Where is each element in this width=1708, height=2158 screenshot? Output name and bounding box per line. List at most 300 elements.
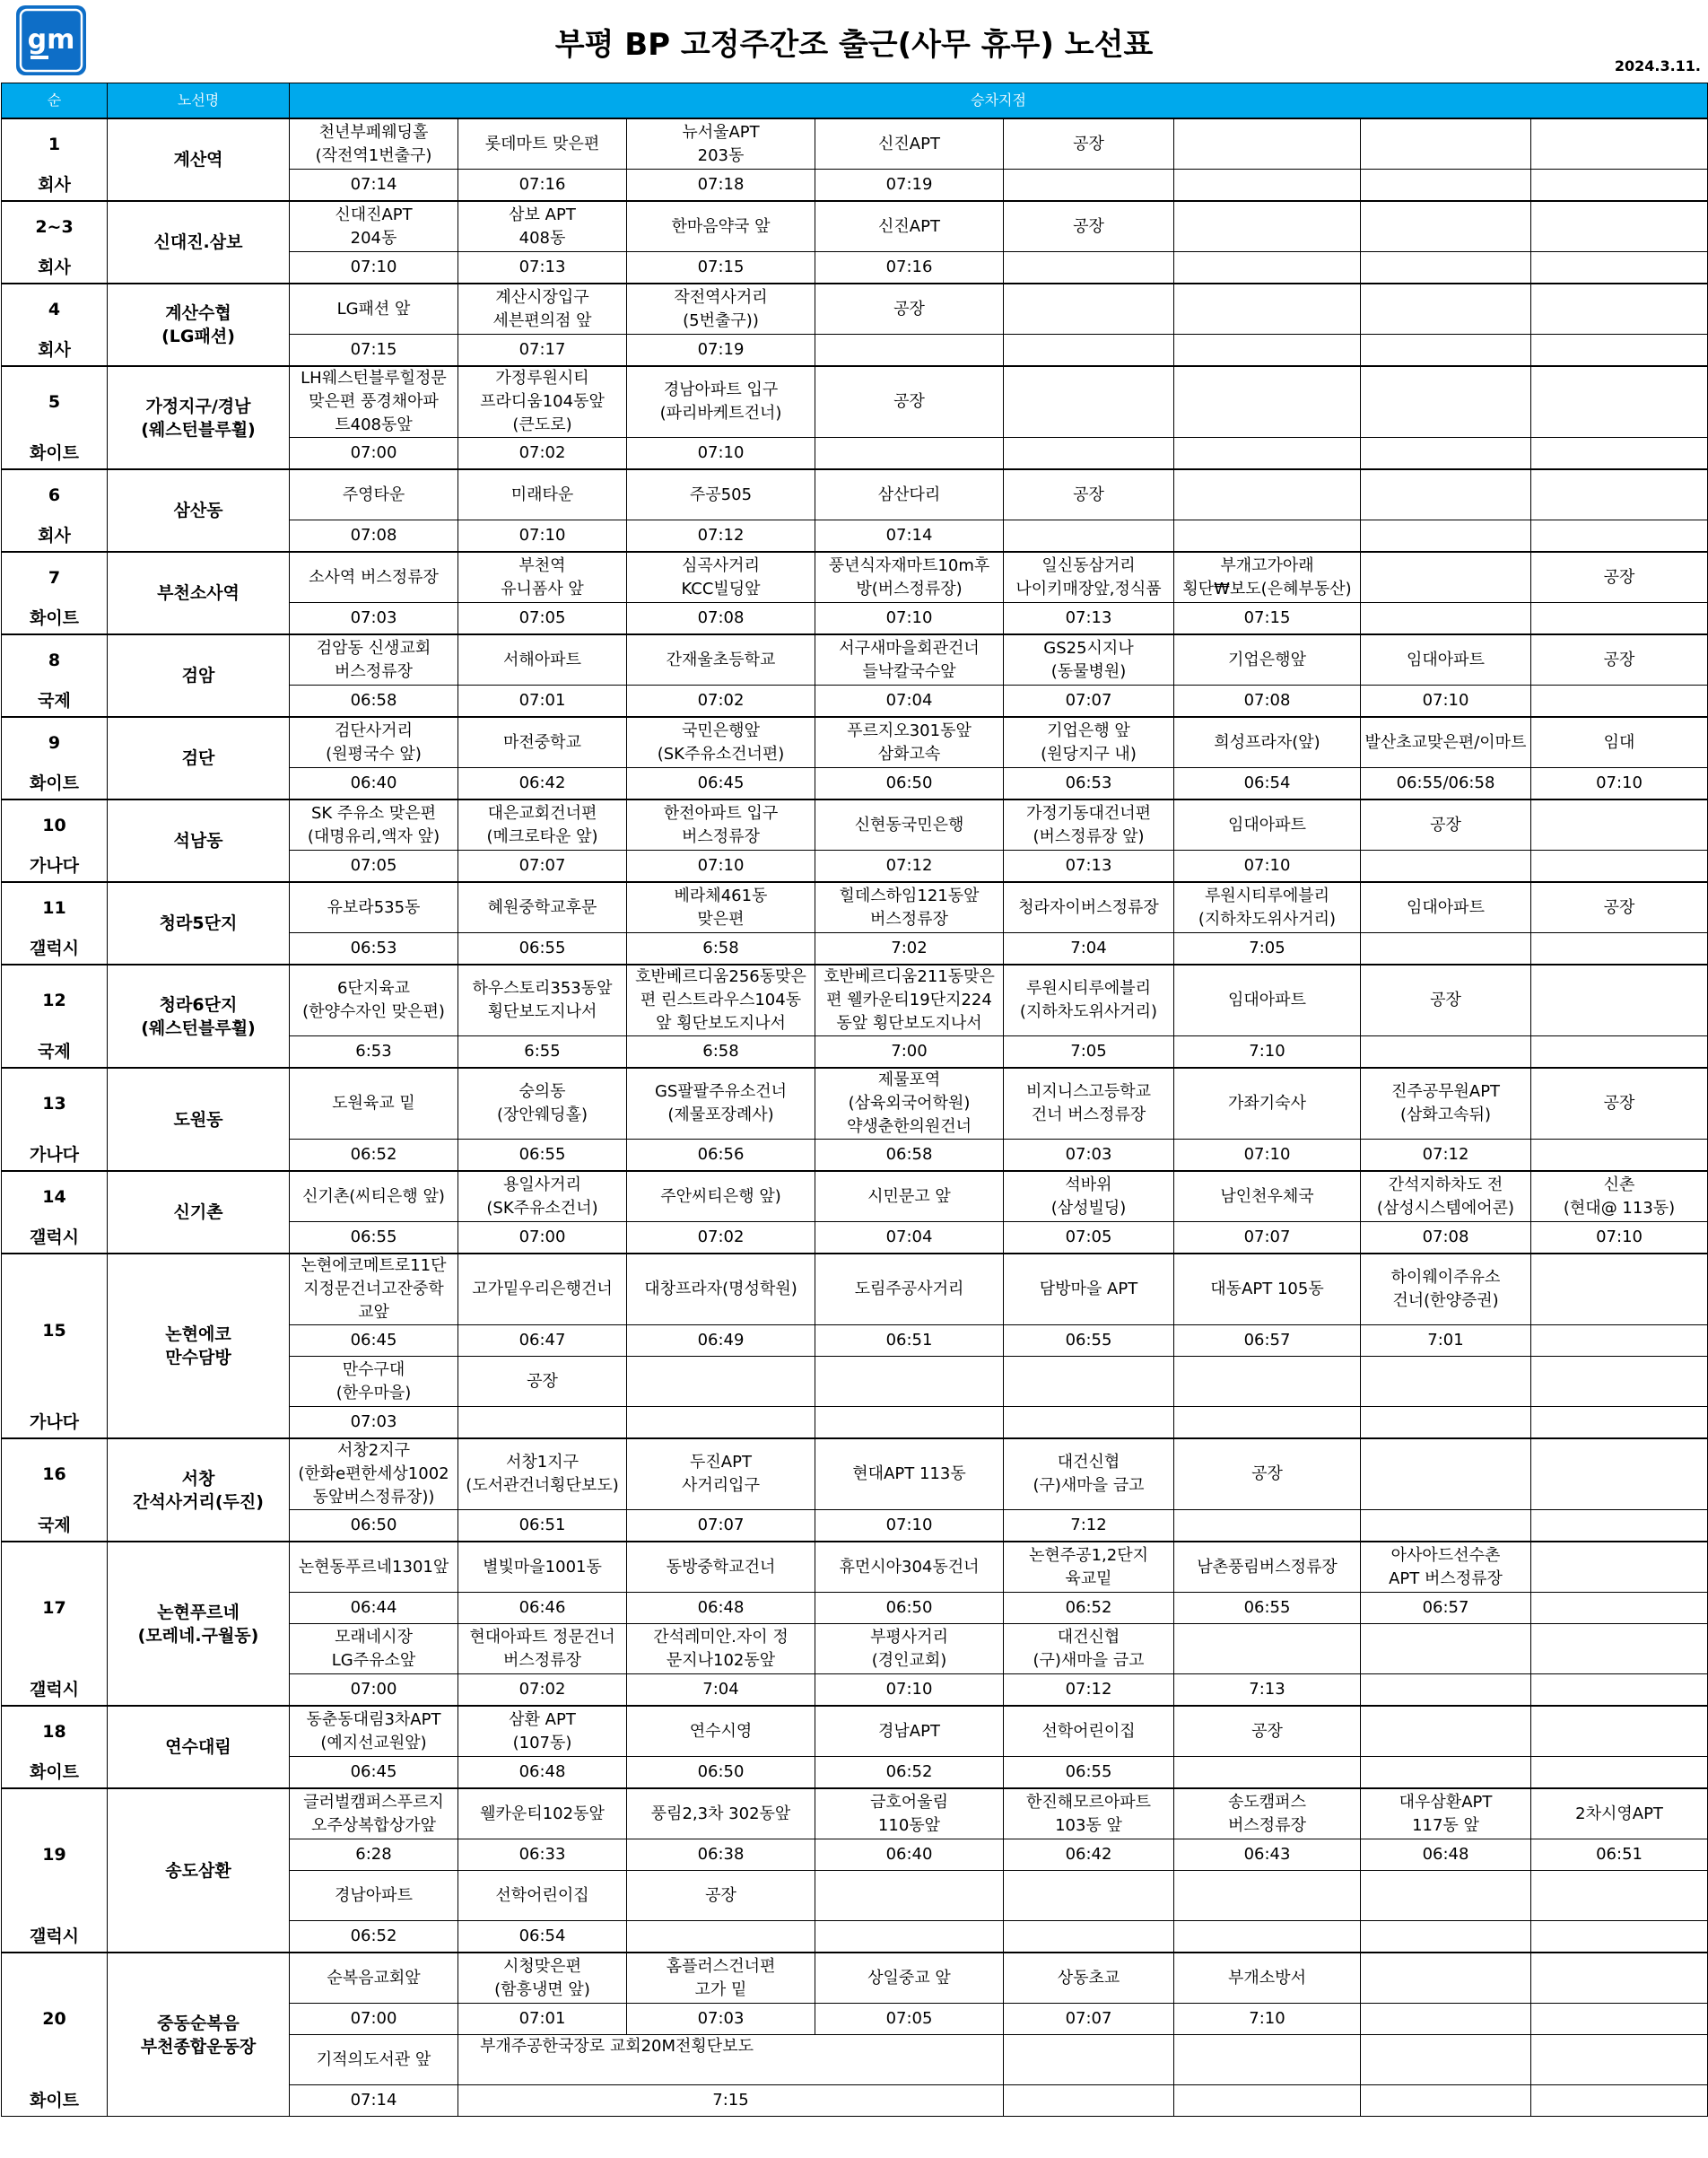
route-name <box>108 634 290 717</box>
stop-cell-text: 한진해모르아파트 103동 앞 <box>1025 1792 1152 1835</box>
stop-cell-text: 연수시영 <box>689 1721 753 1741</box>
time-cell <box>627 1036 815 1069</box>
time-cell-text: 07:19 <box>697 340 745 359</box>
stop-cell <box>1361 118 1531 170</box>
time-cell <box>290 603 458 635</box>
time-cell <box>1361 520 1531 553</box>
stop-cell <box>627 1254 815 1325</box>
time-cell-text: 07:14 <box>350 175 397 194</box>
time-cell <box>458 1036 627 1069</box>
stop-cell <box>1361 965 1531 1036</box>
time-cell <box>1361 933 1531 965</box>
stop-cell <box>458 1624 627 1674</box>
stop-cell-text: 남촌풍림버스정류장 <box>1197 1557 1338 1577</box>
company-name-text: 화이트 <box>29 442 80 463</box>
time-cell-text: 06:53 <box>1065 773 1112 792</box>
time-cell <box>1531 933 1708 965</box>
route-name <box>108 469 290 552</box>
time-cell <box>1174 768 1361 800</box>
stop-cell <box>627 1542 815 1593</box>
stop-cell <box>627 1871 815 1921</box>
company-name-text: 가나다 <box>29 1411 80 1432</box>
route-number <box>2 1171 108 1222</box>
stop-cell <box>290 1438 458 1510</box>
company-name-text: 회사 <box>38 257 71 277</box>
time-cell <box>627 851 815 883</box>
route-number-text: 15 <box>42 1320 66 1341</box>
stop-cell <box>1004 1788 1174 1839</box>
stop-cell <box>1004 1624 1174 1674</box>
time-cell <box>627 2004 815 2035</box>
time-cell-text: 06:55 <box>518 1145 566 1164</box>
stop-cell-text: 희성프라자(앞) <box>1214 732 1320 752</box>
time-cell <box>1361 1839 1531 1871</box>
time-cell <box>815 603 1004 635</box>
route-name-text: 신대진.삼보 <box>153 232 243 252</box>
route-number <box>2 469 108 520</box>
time-cell <box>458 603 627 635</box>
stop-cell-text: 아사아드선수촌 APT 버스정류장 <box>1389 1545 1503 1588</box>
time-cell <box>1004 1839 1174 1871</box>
time-cell-text: 07:14 <box>350 2091 397 2110</box>
time-cell <box>458 768 627 800</box>
time-cell <box>627 1140 815 1172</box>
time-cell <box>290 1036 458 1069</box>
time-cell <box>290 851 458 883</box>
stop-cell <box>1004 1438 1174 1510</box>
stop-cell <box>1531 1171 1708 1222</box>
time-cell-text: 6:58 <box>702 1042 739 1061</box>
route-name <box>108 717 290 799</box>
time-cell-text: 06:54 <box>518 1926 566 1945</box>
time-cell-text: 6:58 <box>702 939 739 957</box>
stop-cell-text: 공장 <box>893 299 925 319</box>
stop-cell-text: 공장 <box>1603 650 1635 669</box>
route-table <box>1 83 1708 2117</box>
time-cell <box>1361 2004 1531 2035</box>
route-number <box>2 1788 108 1921</box>
stop-cell <box>1361 1254 1531 1325</box>
stop-cell-text: 주영타운 <box>342 485 405 504</box>
route-name-text: 서창 간석사거리(두진) <box>133 1468 264 1512</box>
route-number <box>2 552 108 603</box>
time-cell-text: 06:57 <box>1422 1598 1469 1617</box>
time-cell-text: 07:02 <box>518 1680 566 1699</box>
time-cell <box>815 1921 1004 1953</box>
company-name <box>2 603 108 635</box>
route-number <box>2 1706 108 1757</box>
stop-cell-text: 가정루원시티 프라디움104동앞 (큰도로) <box>480 369 605 434</box>
stop-cell-text: 가정기동대건너편 (버스정류장 앞) <box>1025 803 1152 846</box>
col-num-header: 순 <box>2 83 108 119</box>
time-cell <box>627 1839 815 1871</box>
stop-cell-text: 선학어린이집 <box>495 1885 589 1905</box>
time-cell <box>458 1407 627 1439</box>
time-cell <box>815 686 1004 718</box>
route-name-text: 계산역 <box>173 150 223 170</box>
time-cell-text: 06:40 <box>350 773 397 792</box>
stop-cell <box>1361 717 1531 768</box>
empty-cell <box>1004 2035 1174 2085</box>
stop-cell <box>627 1953 815 2004</box>
company-name-text: 화이트 <box>29 773 80 793</box>
stop-cell <box>815 1706 1004 1757</box>
stop-cell-text: 임대아파트 <box>1407 650 1485 669</box>
stop-cell-text: 두진APT 사거리입구 <box>682 1453 760 1495</box>
stop-cell <box>627 552 815 603</box>
stop-cell-text: 유보라535동 <box>327 897 421 917</box>
time-cell <box>1361 686 1531 718</box>
route-14-stop-row <box>2 1171 1708 1222</box>
time-cell <box>815 1757 1004 1789</box>
route-number-text: 10 <box>42 815 66 835</box>
stop-cell <box>1361 1624 1531 1674</box>
time-cell-text: 7:02 <box>891 939 928 957</box>
time-cell <box>1004 1325 1174 1357</box>
stop-cell <box>815 634 1004 686</box>
stop-cell-text: 동춘동대림3차APT (예지선교원앞) <box>306 1709 441 1752</box>
route-name-text: 석남동 <box>173 831 223 851</box>
stop-cell <box>1361 1171 1531 1222</box>
time-cell-text: 06:50 <box>697 1762 745 1781</box>
stop-cell-text: 시청맞은편 (함흥냉면 앞) <box>494 1956 590 1999</box>
company-name <box>2 933 108 965</box>
stop-cell <box>1004 882 1174 933</box>
route-number-text: 11 <box>42 897 66 918</box>
svg-text:gm: gm <box>27 24 75 56</box>
stop-cell-text: 작전역사거리 (5번출구)) <box>674 287 768 330</box>
stop-cell <box>1004 366 1174 438</box>
stop-cell <box>458 799 627 851</box>
stop-cell <box>1174 1357 1361 1407</box>
stop-cell-text: 부개소방서 <box>1228 1968 1306 1988</box>
time-cell-text: 07:18 <box>697 175 745 194</box>
time-cell-text: 07:08 <box>350 526 397 545</box>
time-cell <box>1004 2004 1174 2035</box>
stop-cell <box>1531 469 1708 520</box>
stop-cell-text: 루원시티루에블리 (지하차도위사거리) <box>1198 886 1337 929</box>
time-cell <box>815 1674 1004 1707</box>
route-name-text: 검암 <box>181 666 215 686</box>
time-cell-text: 07:02 <box>697 1228 745 1246</box>
stop-cell <box>1531 799 1708 851</box>
time-cell <box>815 335 1004 367</box>
time-cell <box>1531 335 1708 367</box>
stop-cell <box>1361 1438 1531 1510</box>
stop-cell <box>1174 965 1361 1036</box>
stop-cell-text: 신대진APT 204동 <box>335 205 413 248</box>
stop-cell-text: 간재울초등학교 <box>666 650 776 669</box>
stop-cell <box>458 552 627 603</box>
time-cell-text: 07:13 <box>1065 856 1112 875</box>
stop-cell-text: 서구새마을회관건너 들낙칼국수앞 <box>839 638 980 681</box>
time-cell <box>1531 603 1708 635</box>
route-4-stop-row <box>2 284 1708 335</box>
time-cell <box>1174 686 1361 718</box>
stop-cell <box>290 552 458 603</box>
time-cell-text: 06:51 <box>885 1331 933 1350</box>
route-name <box>108 799 290 882</box>
stop-cell <box>1361 1871 1531 1921</box>
time-cell <box>815 1593 1004 1624</box>
company-name <box>2 1674 108 1707</box>
stop-cell-text: 서창1지구 (도서관건너횡단보도) <box>466 1453 619 1495</box>
time-cell <box>290 520 458 553</box>
time-cell-text: 06:58 <box>350 691 397 710</box>
time-cell <box>815 933 1004 965</box>
stop-cell <box>290 1068 458 1140</box>
stop-cell <box>290 201 458 252</box>
stop-cell <box>1004 201 1174 252</box>
time-cell <box>627 170 815 202</box>
route-16-stop-row <box>2 1438 1708 1510</box>
route-number-text: 20 <box>42 2009 66 2030</box>
time-cell-text: 07:00 <box>350 443 397 462</box>
stop-cell <box>1531 1254 1708 1325</box>
time-cell-text: 07:10 <box>1596 1228 1643 1246</box>
stop-cell-text: 만수구대 (한우마을) <box>336 1359 412 1402</box>
stop-cell <box>815 1068 1004 1140</box>
stop-cell <box>815 965 1004 1036</box>
time-cell-text: 06:48 <box>1422 1845 1469 1864</box>
stop-cell-text: 부개고가아래 횡단₩보도(은혜부동산) <box>1182 555 1352 598</box>
stop-cell <box>627 201 815 252</box>
company-name <box>2 768 108 800</box>
stop-cell-text: 남인천우체국 <box>1220 1186 1314 1206</box>
stop-cell <box>1531 284 1708 335</box>
stop-cell-text: 미래타운 <box>510 485 574 504</box>
route-name-text: 논현에코 만수담방 <box>165 1324 231 1367</box>
stop-cell-text: 비지니스고등학교 건너 버스정류장 <box>1025 1082 1152 1124</box>
stop-cell-text: 호반베르디움211동맞은 편 웰카운티19단지224 동앞 횡단보도지나서 <box>824 967 995 1033</box>
time-cell-text: 07:12 <box>1065 1680 1112 1699</box>
stop-cell-text: 한전아파트 입구 버스정류장 <box>663 803 779 846</box>
stop-cell-text: 2차시영APT <box>1575 1804 1663 1823</box>
stop-cell <box>290 1624 458 1674</box>
page-title: 부평 BP 고정주간조 출근(사무 휴무) 노선표 <box>554 27 1154 63</box>
time-cell <box>1174 933 1361 965</box>
stop-cell <box>1174 366 1361 438</box>
stop-cell <box>1174 1254 1361 1325</box>
stop-cell <box>1004 717 1174 768</box>
time-cell <box>1361 1222 1531 1254</box>
stop-cell <box>290 799 458 851</box>
time-cell-text: 07:07 <box>1065 2009 1112 2028</box>
company-name-text: 국제 <box>38 1041 71 1062</box>
stop-cell <box>290 965 458 1036</box>
time-cell-text: 07:19 <box>885 175 933 194</box>
company-name <box>2 252 108 284</box>
stop-cell <box>1531 1438 1708 1510</box>
stop-cell-text: 신현동국민은행 <box>854 815 964 834</box>
stop-cell-text: 서창2지구 (한화e편한세상1002 동앞버스정류장)) <box>298 1441 449 1507</box>
time-cell-text: 06:45 <box>350 1331 397 1350</box>
time-cell <box>815 1222 1004 1254</box>
stop-cell-text: 주공505 <box>689 485 753 504</box>
time-cell <box>290 1140 458 1172</box>
stop-cell-text: 심곡사거리 KCC빌딩앞 <box>681 555 761 598</box>
time-cell <box>1361 1510 1531 1542</box>
time-cell <box>1004 1757 1174 1789</box>
time-cell <box>290 1839 458 1871</box>
stop-cell <box>1531 118 1708 170</box>
stop-cell-text: 발산초교맞은편/이마트 <box>1364 732 1527 752</box>
route-6-stop-row <box>2 469 1708 520</box>
time-cell <box>1174 335 1361 367</box>
stop-cell <box>290 1871 458 1921</box>
time-cell <box>458 1921 627 1953</box>
route-number-text: 14 <box>42 1186 66 1207</box>
time-cell <box>815 438 1004 470</box>
time-cell-text: 07:08 <box>1243 691 1291 710</box>
route-20-stop-row <box>2 1953 1708 2004</box>
stop-cell <box>1174 118 1361 170</box>
company-name <box>2 851 108 883</box>
stop-cell-text: 공장 <box>1073 485 1104 504</box>
time-cell <box>1174 1140 1361 1172</box>
company-name <box>2 335 108 367</box>
time-cell-text: 06:56 <box>697 1145 745 1164</box>
stop-cell <box>458 1871 627 1921</box>
route-number <box>2 118 108 170</box>
stop-cell-text: 소사역 버스정류장 <box>309 567 439 587</box>
time-cell-text: 7:00 <box>891 1042 928 1061</box>
time-cell <box>1004 335 1174 367</box>
stop-cell-text: GS팔팔주유소건너 (제물포장례사) <box>654 1082 788 1124</box>
stop-cell-text: 상동초교 <box>1057 1968 1120 1988</box>
stop-cell <box>627 634 815 686</box>
time-cell-text: 07:10 <box>1243 1145 1291 1164</box>
time-cell-text: 6:55 <box>524 1042 561 1061</box>
time-cell <box>290 1593 458 1624</box>
route-name <box>108 118 290 201</box>
stop-cell <box>1361 634 1531 686</box>
time-cell-text: 07:00 <box>518 1228 566 1246</box>
time-cell <box>1361 603 1531 635</box>
time-cell-text: 07:02 <box>697 691 745 710</box>
time-cell-text: 7:05 <box>1070 1042 1107 1061</box>
stop-cell <box>1531 1706 1708 1757</box>
stop-cell-text: 공장 <box>1251 1464 1283 1483</box>
route-number <box>2 1254 108 1407</box>
stop-cell <box>815 1871 1004 1921</box>
stop-cell-text: 공장 <box>705 1885 736 1905</box>
route-2~3-stop-row <box>2 201 1708 252</box>
stop-cell-text: 마전중학교 <box>503 732 581 752</box>
stop-cell <box>815 1171 1004 1222</box>
stop-cell <box>627 1624 815 1674</box>
stop-cell <box>290 1706 458 1757</box>
time-cell <box>1361 851 1531 883</box>
stop-cell <box>1004 1171 1174 1222</box>
stop-cell-text: 부천역 유니폼사 앞 <box>501 555 584 598</box>
stop-cell-text: 기적의도서관 앞 <box>316 2049 431 2069</box>
time-cell <box>627 1325 815 1357</box>
stop-cell-text: 금호어울림 110동앞 <box>870 1792 948 1835</box>
stop-cell <box>458 118 627 170</box>
stop-cell-text: 기업은행 앞 (원당지구 내) <box>1041 721 1137 764</box>
stop-cell <box>458 1542 627 1593</box>
stop-cell <box>815 1624 1004 1674</box>
stop-cell-text: 서해아파트 <box>503 650 581 669</box>
time-cell <box>627 1510 815 1542</box>
empty-cell <box>1361 2085 1531 2117</box>
stop-cell-text: 고가밑우리은행건너 <box>472 1280 613 1298</box>
time-cell <box>458 335 627 367</box>
company-name-text: 회사 <box>38 339 71 360</box>
route-number-text: 12 <box>42 991 66 1011</box>
time-cell <box>458 170 627 202</box>
time-cell-text: 7:10 <box>1249 2009 1285 2028</box>
stop-cell <box>1004 1357 1174 1407</box>
time-cell-text: 07:07 <box>697 1516 745 1534</box>
time-cell <box>627 603 815 635</box>
stop-cell <box>1531 965 1708 1036</box>
time-cell <box>1004 1036 1174 1069</box>
stop-cell <box>1004 799 1174 851</box>
time-cell <box>627 686 815 718</box>
stop-cell <box>458 469 627 520</box>
time-cell <box>1361 1674 1531 1707</box>
route-number-text: 2~3 <box>35 216 74 237</box>
time-cell-text: 07:12 <box>885 856 933 875</box>
time-cell-text: 06:51 <box>518 1516 566 1534</box>
stop-cell-text: 국민은행앞 (SK주유소건너편) <box>657 721 785 764</box>
stop-cell-text: 석바위 (삼성빌딩) <box>1050 1175 1127 1218</box>
stop-cell <box>1361 1357 1531 1407</box>
time-cell <box>458 2085 1004 2117</box>
time-cell <box>815 1036 1004 1069</box>
company-name <box>2 520 108 553</box>
time-cell-text: 7:13 <box>1249 1680 1285 1699</box>
route-name <box>108 1788 290 1953</box>
time-cell <box>458 933 627 965</box>
stop-cell <box>290 366 458 438</box>
time-cell <box>1531 1839 1708 1871</box>
time-cell-text: 07:15 <box>697 258 745 276</box>
time-cell-text: 06:44 <box>350 1598 397 1617</box>
stop-cell <box>1174 201 1361 252</box>
stop-cell-text: 한마음약국 앞 <box>671 216 771 236</box>
time-cell <box>1004 1510 1174 1542</box>
time-cell <box>1174 170 1361 202</box>
stop-cell-text: 경남아파트 <box>335 1885 413 1905</box>
time-cell <box>815 520 1004 553</box>
time-cell-text: 06:46 <box>518 1598 566 1617</box>
company-name-text: 화이트 <box>29 607 80 628</box>
time-cell <box>290 170 458 202</box>
time-cell-text: 06:55 <box>350 1228 397 1246</box>
stop-cell <box>815 1357 1004 1407</box>
time-cell-text: 07:08 <box>1422 1228 1469 1246</box>
route-number <box>2 1068 108 1140</box>
time-cell <box>458 1674 627 1707</box>
company-name-text: 국제 <box>38 690 71 711</box>
stop-cell <box>290 284 458 335</box>
time-cell <box>1004 768 1174 800</box>
time-cell <box>815 1140 1004 1172</box>
route-name-text: 계산수협 (LG패션) <box>161 303 235 346</box>
stop-cell-text: 하우스토리353동앞 횡단보도지나서 <box>472 979 613 1021</box>
route-name <box>108 1171 290 1254</box>
stop-cell-text: 모래네시장 LG주유소앞 <box>331 1627 416 1670</box>
time-cell-text: 07:13 <box>518 258 566 276</box>
route-number <box>2 1542 108 1674</box>
time-cell <box>290 1757 458 1789</box>
empty-cell <box>1004 2085 1174 2117</box>
stop-cell <box>1004 1254 1174 1325</box>
stop-cell-text: 푸르지오301동앞 삼화고속 <box>847 721 972 764</box>
